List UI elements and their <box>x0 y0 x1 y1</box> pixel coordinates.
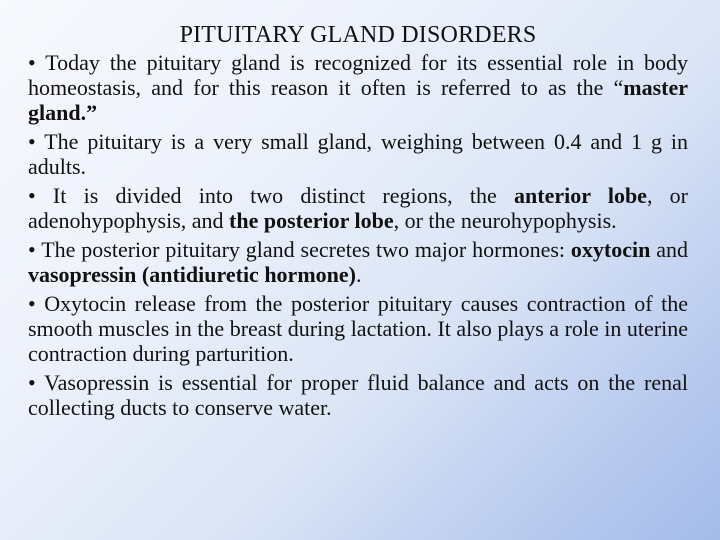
bullet-glyph: • <box>28 237 36 262</box>
bold-text-run: ” <box>86 100 98 125</box>
text-run: . <box>355 262 362 287</box>
bold-text-run: oxytocin <box>570 237 651 262</box>
bold-text-run: vasopressin (antidiuretic hormone) <box>28 262 356 287</box>
slide-title: PITUITARY GLAND DISORDERS <box>179 22 537 48</box>
bullet-paragraph-size <box>28 129 688 179</box>
bullet-paragraph-regions <box>28 183 688 233</box>
text-run: It is divided into two distinct regions, the <box>35 183 515 208</box>
bold-text-run: the posterior lobe <box>229 208 394 233</box>
bullet-glyph: • <box>28 291 36 316</box>
bullet-paragraph-master-gland <box>28 50 688 125</box>
bold-text-run: anterior lobe <box>514 183 647 208</box>
bullet-glyph: • <box>28 50 36 75</box>
bullet-paragraph-vasopressin <box>28 370 688 420</box>
text-run: Today the pituitary gland is recognized for its essential role in body homeostasis, and for this reason it often is referred to as the “ <box>28 50 688 100</box>
text-run: The posterior pituitary gland secretes two major hormones: <box>35 237 571 262</box>
bullet-glyph: • <box>28 129 36 154</box>
text-run: , or the neurohypophysis. <box>393 208 617 233</box>
bold-text-run: master gland. <box>28 75 688 125</box>
bullet-glyph: • <box>28 370 36 395</box>
text-run: Oxytocin release from the posterior pituitary causes contraction of the smooth muscles in the breast during lactation. It also plays a role in uterine contraction during parturition. <box>28 291 688 366</box>
bullet-paragraph-oxytocin <box>28 291 688 366</box>
bullet-glyph: • <box>28 183 36 208</box>
text-run: , or adenohypophysis, and <box>28 183 689 233</box>
text-run: and <box>650 237 688 262</box>
text-run: The pituitary is a very small gland, weighing between 0.4 and 1 g in adults. <box>28 129 688 179</box>
bullet-paragraph-hormones <box>28 237 688 287</box>
text-run: Vasopressin is essential for proper fluid balance and acts on the renal collecting ducts to conserve water. <box>28 370 688 420</box>
